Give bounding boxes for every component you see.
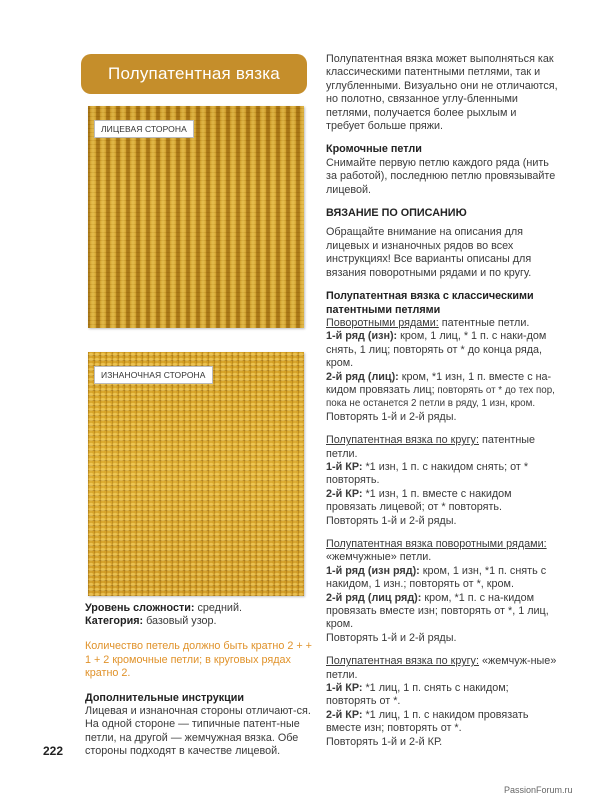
pearl-rows-repeat: Повторять 1-й и 2-й ряды. — [326, 631, 457, 644]
instructions-column — [326, 53, 558, 749]
extra-instructions-text: Лицевая и изнаночная стороны отличают-ся. На одной стороне — типичные патент-ные петли, на другой — жемчужная вязка. Обе стороны подходят в качестве лицевой. — [85, 705, 311, 757]
stitch-multiple-note: Количество петель должно быть кратно 2 + + 1 + 2 кромочные петли; в круговых рядах кратно 2. — [85, 640, 312, 679]
pearl-round-row1: 1-й КР: *1 лиц, 1 п. снять с накидом; повторять от *. — [326, 682, 509, 708]
pattern-info — [85, 602, 317, 758]
rows1-intro: Поворотными рядами: патентные петли. — [326, 316, 530, 329]
pearl-rows-row2: 2-й ряд (лиц ряд): кром, *1 п. с на-кидом провязать вместе изн; повторять от *, 1 лиц, кром. — [326, 591, 549, 631]
pearl-rows-row1: 1-й ряд (изн ряд): кром, 1 изн, *1 п. снять с накидом, 1 изн.; повторять от *, кром. — [326, 564, 547, 591]
category-label: Категория: — [85, 615, 144, 628]
round1-repeat: Повторять 1-й и 2-й ряды. — [326, 514, 457, 527]
category-value: базовый узор. — [143, 615, 217, 628]
rows1-row1: 1-й ряд (изн): кром, 1 лиц, * 1 п. с наки-дом снять, 1 лиц; повторять от * до конца ряда, кром. — [326, 330, 547, 370]
round1-row2: 2-й КР: *1 изн, 1 п. вместе с накидом провязать лицевой; от * повторять. — [326, 487, 512, 514]
difficulty-line — [85, 602, 317, 615]
edge-stitches-heading: Кромочные петли — [326, 143, 422, 156]
section-title: Полупатентная вязка — [108, 64, 280, 83]
knit-swatch-front-photo — [88, 106, 304, 328]
pearl-round-row2: 2-й КР: *1 лиц, 1 п. с накидом провязать вместе изн; повторять от *. — [326, 708, 529, 735]
classic-heading: Полупатентная вязка с классическими патентными петлями — [326, 290, 534, 316]
pearl-rows-intro: Полупатентная вязка поворотными рядами: «жемчужные» петли. — [326, 538, 547, 564]
round1-row1: 1-й КР: *1 изн, 1 п. с накидом снять; от * повторять. — [326, 460, 529, 487]
edge-stitches-text: Снимайте первую петлю каждого ряда (нить за работой), последнюю петлю провязывайте лицевой. — [326, 156, 556, 196]
description-heading: ВЯЗАНИЕ ПО ОПИСАНИЮ — [326, 207, 467, 220]
knit-swatch-back-photo — [88, 352, 304, 596]
extra-instructions-heading: Дополнительные инструкции — [85, 692, 245, 705]
back-side-label: ИЗНАНОЧНАЯ СТОРОНА — [94, 366, 213, 384]
difficulty-value: средний. — [194, 602, 242, 614]
rows1-row2: 2-й ряд (лиц): кром, *1 изн, 1 п. вместе с на-кидом провязать лиц; повторять от * до тех пор, пока не останется 2 петли в ряду, 1 изн, кром. — [326, 370, 555, 410]
watermark: PassionForum.ru — [504, 785, 573, 795]
intro-text: Полупатентная вязка может выполняться как классическими патентными петлями, так и углубленными. Визуально они не отличаются, но полотно, связанное углу-бленными петлями, получается более рыхлым и требует больше пряжи. — [326, 53, 558, 133]
rows1-repeat: Повторять 1-й и 2-й ряды. — [326, 410, 457, 423]
section-title-banner — [81, 54, 307, 94]
description-text: Обращайте внимание на описания для лицевых и изнаночных рядов во всех инструкциях! Все варианты описаны для вязания поворотными рядами и по кругу. — [326, 226, 532, 279]
round1-intro: Полупатентная вязка по кругу: патентные петли. — [326, 434, 536, 460]
difficulty-label: Уровень сложности: — [85, 602, 195, 614]
pearl-round-intro: Полупатентная вязка по кругу: «жемчуж-ные» петли. — [326, 655, 557, 681]
category-line — [85, 615, 317, 628]
page-number: 222 — [43, 744, 64, 758]
front-side-label: ЛИЦЕВАЯ СТОРОНА — [94, 120, 194, 138]
pearl-round-repeat: Повторять 1-й и 2-й КР. — [326, 735, 443, 748]
